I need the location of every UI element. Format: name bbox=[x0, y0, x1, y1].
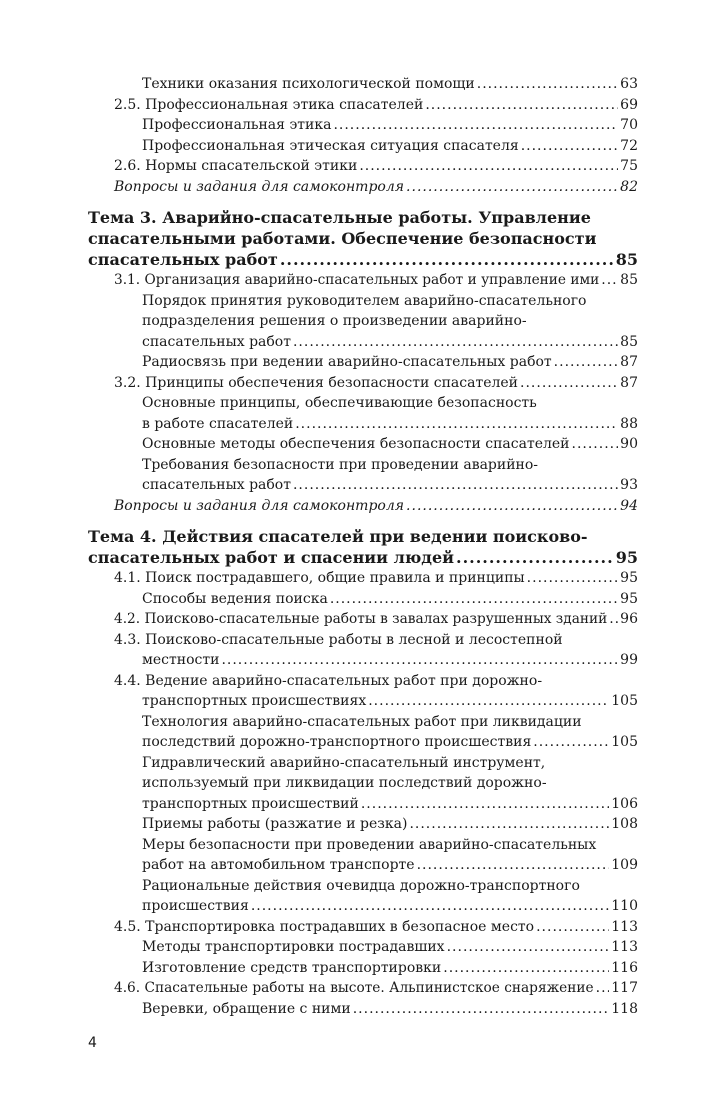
leader-dots bbox=[368, 691, 609, 712]
leader-dots bbox=[536, 917, 609, 938]
leader-dots bbox=[293, 332, 618, 353]
leader-dots bbox=[609, 609, 618, 630]
toc-entry-title: Техники оказания психологической помощи bbox=[142, 76, 475, 92]
toc-entry-questions[interactable] bbox=[88, 496, 638, 517]
toc-entry-page: 87 bbox=[620, 374, 638, 391]
toc-entry[interactable] bbox=[88, 609, 638, 630]
toc-entry[interactable] bbox=[88, 455, 638, 496]
toc-entry-page: 75 bbox=[620, 158, 638, 174]
leader-dots bbox=[572, 434, 619, 455]
toc-entry-title: транспортных происшествиях bbox=[142, 693, 367, 709]
leader-dots bbox=[521, 136, 618, 157]
leader-dots bbox=[406, 177, 618, 198]
toc-entry-page: 63 bbox=[620, 76, 638, 92]
toc-entry-title: Изготовление средств транспортировки bbox=[142, 959, 442, 976]
toc-entry[interactable] bbox=[88, 270, 638, 291]
toc-entry[interactable] bbox=[88, 937, 638, 958]
toc-entry-page: 117 bbox=[611, 980, 638, 996]
toc-entry[interactable] bbox=[88, 568, 638, 589]
toc-entry-page: 106 bbox=[611, 795, 638, 812]
toc-entry-title: 2.6. Нормы спасательской этики bbox=[114, 158, 358, 174]
table-of-contents bbox=[88, 74, 638, 1019]
toc-entry[interactable] bbox=[88, 156, 638, 177]
leader-dots bbox=[330, 589, 618, 610]
leader-dots bbox=[447, 937, 610, 958]
toc-entry-page: 105 bbox=[611, 693, 638, 709]
toc-entry-page: 113 bbox=[611, 939, 638, 955]
toc-entry-title: используемый при ликвидации последствий дорожно- bbox=[142, 775, 547, 791]
toc-entry-title: Радиосвязь при ведении аварийно-спасательных работ bbox=[142, 354, 552, 370]
toc-entry-title: происшествия bbox=[142, 898, 249, 914]
leader-dots bbox=[295, 414, 618, 435]
toc-topic-line: спасательных работ и спасении людей bbox=[88, 548, 454, 567]
toc-entry-page: 118 bbox=[611, 1000, 638, 1017]
toc-entry-page: 116 bbox=[611, 959, 638, 976]
toc-entry[interactable] bbox=[88, 917, 638, 938]
toc-entry-page: 82 bbox=[620, 178, 638, 195]
toc-entry-page: 85 bbox=[615, 250, 638, 269]
leader-dots bbox=[406, 496, 618, 517]
toc-entry-page: 90 bbox=[620, 436, 638, 452]
toc-entry-page: 69 bbox=[620, 96, 638, 113]
leader-dots bbox=[409, 814, 609, 835]
toc-entry-title: 4.1. Поиск пострадавшего, общие правила и принципы bbox=[114, 570, 525, 586]
toc-entry-title: Рациональные действия очевидца дорожно-транспортного bbox=[142, 877, 580, 894]
toc-entry-title: 4.2. Поисково-спасательные работы в завалах разрушенных зданий bbox=[114, 611, 608, 627]
leader-dots bbox=[251, 896, 609, 917]
toc-entry-title: Веревки, обращение с ними bbox=[142, 1000, 351, 1017]
toc-entry-title: Вопросы и задания для самоконтроля bbox=[114, 178, 405, 195]
leader-dots bbox=[554, 352, 619, 373]
toc-entry[interactable] bbox=[88, 835, 638, 876]
toc-entry-title: 4.6. Спасательные работы на высоте. Альпинистское снаряжение bbox=[114, 980, 594, 996]
toc-entry[interactable] bbox=[88, 74, 638, 95]
leader-dots bbox=[527, 568, 619, 589]
toc-entry[interactable] bbox=[88, 999, 638, 1020]
toc-entry-title: транспортных происшествий bbox=[142, 795, 359, 812]
toc-entry[interactable] bbox=[88, 712, 638, 753]
toc-entry-title: Технология аварийно-спасательных работ при ликвидации bbox=[142, 713, 582, 730]
toc-topic-line: Тема 3. Аварийно-спасательные работы. Управление bbox=[88, 208, 591, 227]
toc-entry-page: 85 bbox=[620, 333, 638, 350]
toc-entry-title: Порядок принятия руководителем аварийно-спасательного bbox=[142, 292, 587, 309]
toc-entry-page: 110 bbox=[611, 898, 638, 914]
toc-topic-heading[interactable] bbox=[88, 526, 638, 568]
toc-entry-title: 4.5. Транспортировка пострадавших в безопасное место bbox=[114, 918, 535, 935]
leader-dots bbox=[596, 978, 610, 999]
leader-dots bbox=[353, 999, 610, 1020]
toc-entry[interactable] bbox=[88, 753, 638, 815]
toc-entry-title: Вопросы и задания для самоконтроля bbox=[114, 497, 405, 514]
toc-entry[interactable] bbox=[88, 958, 638, 979]
toc-entry-page: 95 bbox=[620, 590, 638, 607]
toc-entry-page: 96 bbox=[620, 611, 638, 627]
toc-entry-page: 85 bbox=[620, 272, 638, 288]
toc-entry-title: Методы транспортировки пострадавших bbox=[142, 939, 445, 955]
toc-entry-title: последствий дорожно-транспортного происшествия bbox=[142, 734, 532, 750]
toc-entry[interactable] bbox=[88, 589, 638, 610]
toc-entry[interactable] bbox=[88, 434, 638, 455]
toc-entry-title: 2.5. Профессиональная этика спасателей bbox=[114, 96, 424, 113]
toc-entry[interactable] bbox=[88, 671, 638, 712]
toc-entry-title: Основные принципы, обеспечивающие безопасность bbox=[142, 395, 537, 411]
toc-entry[interactable] bbox=[88, 814, 638, 835]
toc-entry-title: 4.4. Ведение аварийно-спасательных работ при дорожно- bbox=[114, 672, 543, 689]
toc-entry-page: 70 bbox=[620, 117, 638, 133]
toc-entry-title: местности bbox=[142, 652, 220, 668]
toc-entry-title: спасательных работ bbox=[142, 333, 291, 350]
toc-entry-title: 3.2. Принципы обеспечения безопасности спасателей bbox=[114, 374, 519, 391]
toc-entry-page: 87 bbox=[620, 354, 638, 370]
leader-dots bbox=[477, 74, 618, 95]
leader-dots bbox=[280, 249, 614, 270]
leader-dots bbox=[601, 270, 618, 291]
toc-entry[interactable] bbox=[88, 373, 638, 394]
toc-entry-page: 109 bbox=[611, 857, 638, 873]
page-number: 4 bbox=[88, 1035, 97, 1051]
toc-entry-title: в работе спасателей bbox=[142, 415, 294, 432]
toc-entry[interactable] bbox=[88, 115, 638, 136]
toc-entry-page: 105 bbox=[611, 734, 638, 750]
toc-entry-questions[interactable] bbox=[88, 177, 638, 198]
toc-entry[interactable] bbox=[88, 95, 638, 116]
toc-entry-title: Способы ведения поиска bbox=[142, 590, 328, 607]
toc-entry[interactable] bbox=[88, 352, 638, 373]
toc-entry[interactable] bbox=[88, 630, 638, 671]
toc-entry-title: подразделения решения о произведении аварийно- bbox=[142, 313, 527, 329]
toc-topic-line: Тема 4. Действия спасателей при ведении поисково- bbox=[88, 527, 588, 546]
toc-topic-line: спасательных работ bbox=[88, 250, 278, 269]
toc-entry-page: 94 bbox=[620, 497, 638, 514]
toc-entry-page: 95 bbox=[615, 548, 638, 567]
toc-topic-heading[interactable] bbox=[88, 207, 638, 270]
toc-entry-title: работ на автомобильном транспорте bbox=[142, 857, 415, 873]
toc-entry[interactable] bbox=[88, 393, 638, 434]
leader-dots bbox=[443, 958, 609, 979]
toc-entry-title: 3.1. Организация аварийно-спасательных работ и управление ими bbox=[114, 272, 600, 288]
leader-dots bbox=[417, 855, 610, 876]
leader-dots bbox=[520, 373, 618, 394]
leader-dots bbox=[293, 475, 618, 496]
toc-entry-title: спасательных работ bbox=[142, 477, 291, 493]
toc-entry[interactable] bbox=[88, 876, 638, 917]
leader-dots bbox=[425, 95, 618, 116]
toc-entry-title: Гидравлический аварийно-спасательный инструмент, bbox=[142, 754, 546, 771]
toc-entry[interactable] bbox=[88, 136, 638, 157]
toc-entry-title: Меры безопасности при проведении аварийно-спасательных bbox=[142, 836, 597, 853]
leader-dots bbox=[333, 115, 618, 136]
leader-dots bbox=[456, 547, 614, 568]
leader-dots bbox=[533, 732, 609, 753]
toc-entry-title: Профессиональная этика bbox=[142, 117, 332, 133]
toc-entry-title: Профессиональная этическая ситуация спасателя bbox=[142, 137, 519, 154]
toc-entry-title: Основные методы обеспечения безопасности спасателей bbox=[142, 436, 570, 452]
toc-entry-page: 99 bbox=[620, 652, 638, 668]
toc-entry[interactable] bbox=[88, 978, 638, 999]
leader-dots bbox=[359, 156, 618, 177]
leader-dots bbox=[221, 650, 618, 671]
toc-entry-page: 95 bbox=[620, 570, 638, 586]
toc-topic-line: спасательными работами. Обеспечение безопасности bbox=[88, 229, 597, 248]
toc-entry-page: 113 bbox=[611, 918, 638, 935]
toc-entry-page: 93 bbox=[620, 477, 638, 493]
toc-entry-title: Требования безопасности при проведении аварийно- bbox=[142, 456, 539, 473]
toc-entry-title: Приемы работы (разжатие и резка) bbox=[142, 816, 408, 832]
toc-entry-page: 88 bbox=[620, 415, 638, 432]
toc-entry-title: 4.3. Поисково-спасательные работы в лесной и лесостепной bbox=[114, 631, 563, 648]
toc-entry-page: 72 bbox=[620, 137, 638, 154]
toc-entry[interactable] bbox=[88, 291, 638, 353]
leader-dots bbox=[361, 794, 609, 815]
toc-entry-page: 108 bbox=[611, 816, 638, 832]
